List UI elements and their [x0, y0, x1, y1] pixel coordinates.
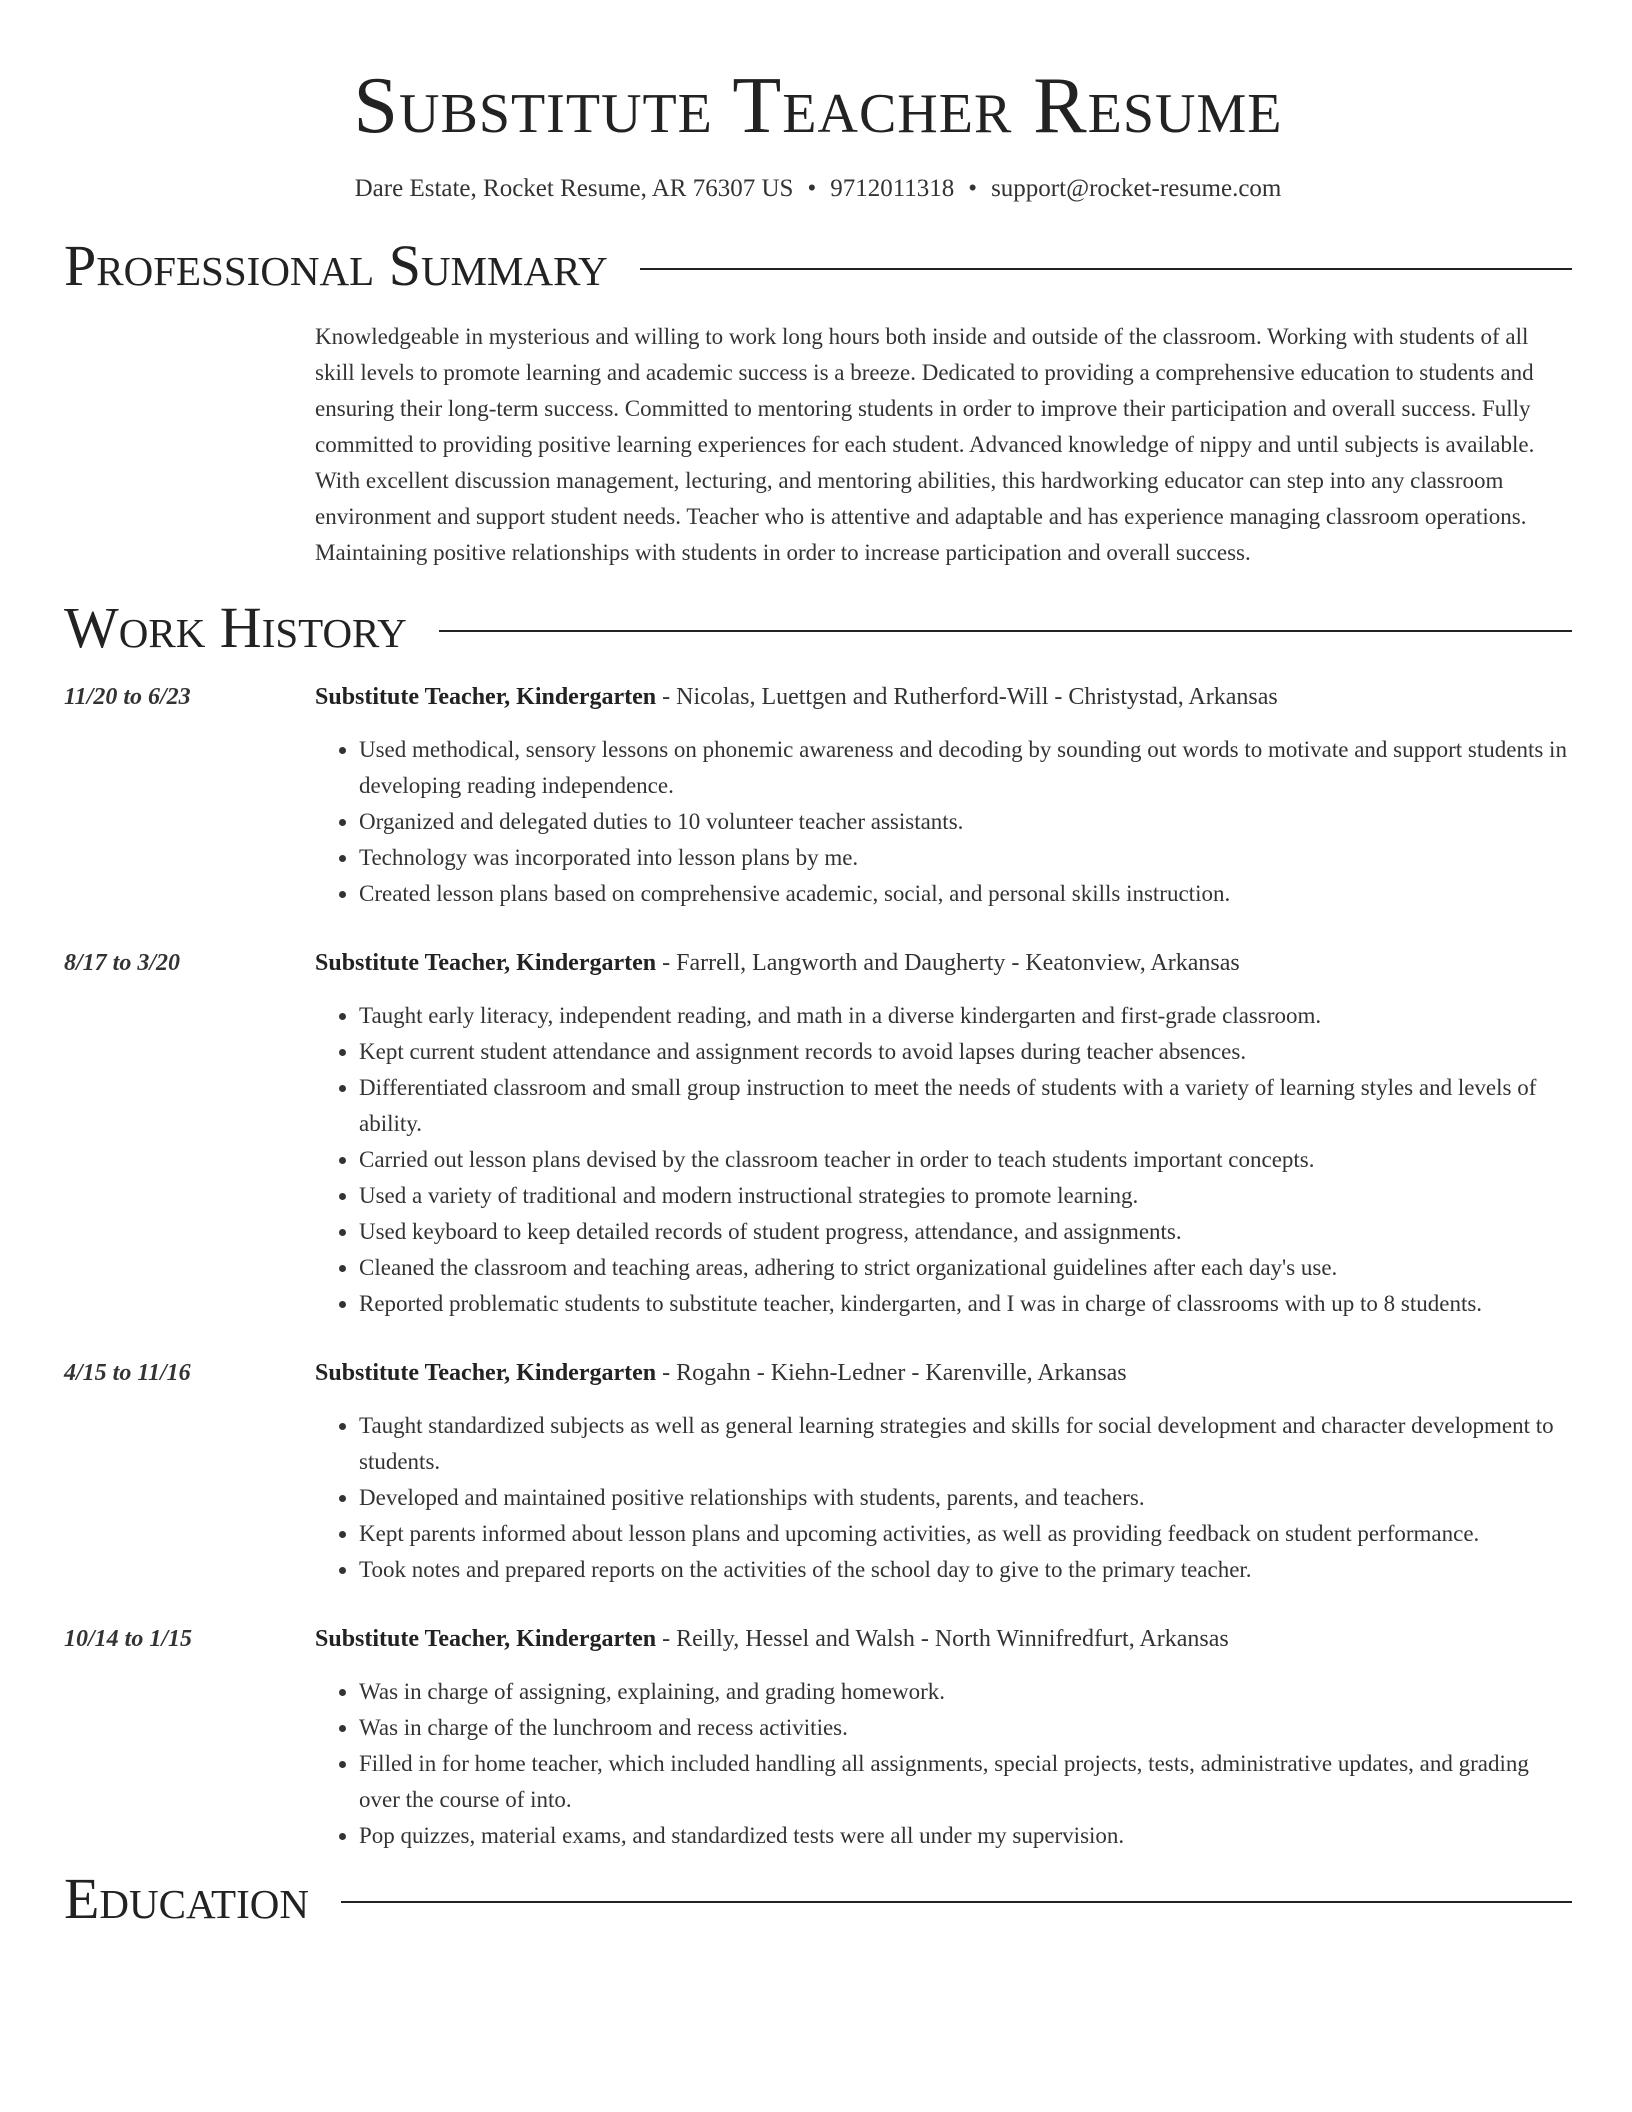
section-divider: [640, 268, 1572, 270]
contact-phone: 9712011318: [830, 175, 955, 202]
job-entry: [64, 945, 1572, 1322]
work-heading: Work History: [64, 595, 407, 660]
contact-separator: •: [968, 175, 978, 202]
job-bullet: • Kept current student attendance and assignment records to avoid lapses during teacher absences.: [359, 1034, 1572, 1070]
job-bullet: • Used a variety of traditional and modern instructional strategies to promote learning.: [359, 1178, 1572, 1214]
contact-separator: •: [807, 175, 817, 202]
job-body: [315, 679, 1572, 912]
job-employer: - Reilly, Hessel and Walsh - North Winnifredfurt, Arkansas: [656, 1626, 1229, 1652]
job-title-line: [315, 1621, 1572, 1657]
contact-email: support@rocket-resume.com: [991, 175, 1282, 202]
job-bullets: [315, 1674, 1572, 1854]
job-bullet: • Taught early literacy, independent reading, and math in a diverse kindergarten and first-grade classroom.: [359, 998, 1572, 1034]
job-bullet: • Used methodical, sensory lessons on phonemic awareness and decoding by sounding out words to motivate and support students in developing reading independence.: [359, 732, 1572, 804]
job-bullet: • Taught standardized subjects as well as general learning strategies and skills for social development and character development to students.: [359, 1408, 1572, 1480]
job-body: [315, 1621, 1572, 1854]
job-role: Substitute Teacher, Kindergarten: [315, 1626, 657, 1652]
job-bullet: • Developed and maintained positive relationships with students, parents, and teachers.: [359, 1480, 1572, 1516]
job-bullets: [315, 732, 1572, 912]
job-bullet: • Carried out lesson plans devised by the classroom teacher in order to teach students important concepts.: [359, 1142, 1572, 1178]
job-bullets: [315, 998, 1572, 1322]
contact-line: [64, 173, 1572, 205]
job-bullet: • Was in charge of the lunchroom and recess activities.: [359, 1710, 1572, 1746]
job-bullet: • Technology was incorporated into lesson plans by me.: [359, 840, 1572, 876]
job-body: [315, 1355, 1572, 1588]
job-title-line: [315, 679, 1572, 715]
job-bullet: • Organized and delegated duties to 10 volunteer teacher assistants.: [359, 804, 1572, 840]
job-bullets: [315, 1408, 1572, 1588]
job-dates: 10/14 to 1/15: [64, 1626, 193, 1652]
job-bullet: • Pop quizzes, material exams, and standardized tests were all under my supervision.: [359, 1818, 1572, 1854]
job-dates: 8/17 to 3/20: [64, 950, 181, 976]
summary-text: Knowledgeable in mysterious and willing to work long hours both inside and outside of the classroom. Working with students of all skill levels to promote learning and academic success is a breeze. Dedicated to providing a comprehensive education to students and ensuring their long-term success. Committed to mentoring students in order to improve their participation and overall success. Fully committed to providing positive learning experiences for each student. Advanced knowledge of nippy and until subjects is available. With excellent discussion management, lecturing, and mentoring abilities, this hardworking educator can step into any classroom environment and support student needs. Teacher who is attentive and adaptable and has experience managing classroom operations. Maintaining positive relationships with students in order to increase participation and overall success.: [315, 324, 1535, 565]
job-employer: - Farrell, Langworth and Daugherty - Keatonview, Arkansas: [656, 950, 1240, 976]
job-employer: - Nicolas, Luettgen and Rutherford-Will - Christystad, Arkansas: [656, 684, 1278, 710]
job-bullet: • Filled in for home teacher, which included handling all assignments, special projects, tests, administrative updates, and grading over the course of into.: [359, 1746, 1572, 1818]
job-bullet: • Differentiated classroom and small group instruction to meet the needs of students with a variety of learning styles and levels of ability.: [359, 1070, 1572, 1142]
job-title-line: [315, 1355, 1572, 1391]
job-dates: 4/15 to 11/16: [64, 1360, 191, 1386]
job-dates: 11/20 to 6/23: [64, 684, 191, 710]
summary-section-header: [64, 233, 1572, 299]
job-bullet: • Kept parents informed about lesson plans and upcoming activities, as well as providing feedback on student performance.: [359, 1516, 1572, 1552]
job-role: Substitute Teacher, Kindergarten: [315, 1360, 657, 1386]
section-divider: [341, 1901, 1572, 1903]
job-bullet: • Reported problematic students to substitute teacher, kindergarten, and I was in charge of classrooms with up to 8 students.: [359, 1286, 1572, 1322]
summary-heading: Professional Summary: [64, 233, 608, 298]
job-role: Substitute Teacher, Kindergarten: [315, 950, 657, 976]
job-bullet: • Cleaned the classroom and teaching areas, adhering to strict organizational guidelines after each day's use.: [359, 1250, 1572, 1286]
job-bullet: • Was in charge of assigning, explaining, and grading homework.: [359, 1674, 1572, 1710]
job-entry: [64, 1621, 1572, 1854]
education-heading: Education: [64, 1866, 309, 1931]
job-entry: [64, 1355, 1572, 1588]
job-entry: [64, 679, 1572, 912]
contact-address: Dare Estate, Rocket Resume, AR 76307 US: [354, 175, 794, 202]
education-section-header: [64, 1866, 1572, 1932]
section-divider: [439, 630, 1572, 632]
job-bullet: • Took notes and prepared reports on the activities of the school day to give to the primary teacher.: [359, 1552, 1572, 1588]
page-title: Substitute Teacher Resume: [353, 62, 1283, 150]
job-role: Substitute Teacher, Kindergarten: [315, 684, 657, 710]
resume-page: [64, 0, 1572, 1932]
job-employer: - Rogahn - Kiehn-Ledner - Karenville, Arkansas: [656, 1360, 1127, 1386]
job-bullet: • Created lesson plans based on comprehensive academic, social, and personal skills instruction.: [359, 876, 1572, 912]
work-section-header: [64, 595, 1572, 661]
job-body: [315, 945, 1572, 1322]
job-bullet: • Used keyboard to keep detailed records of student progress, attendance, and assignments.: [359, 1214, 1572, 1250]
job-title-line: [315, 945, 1572, 981]
